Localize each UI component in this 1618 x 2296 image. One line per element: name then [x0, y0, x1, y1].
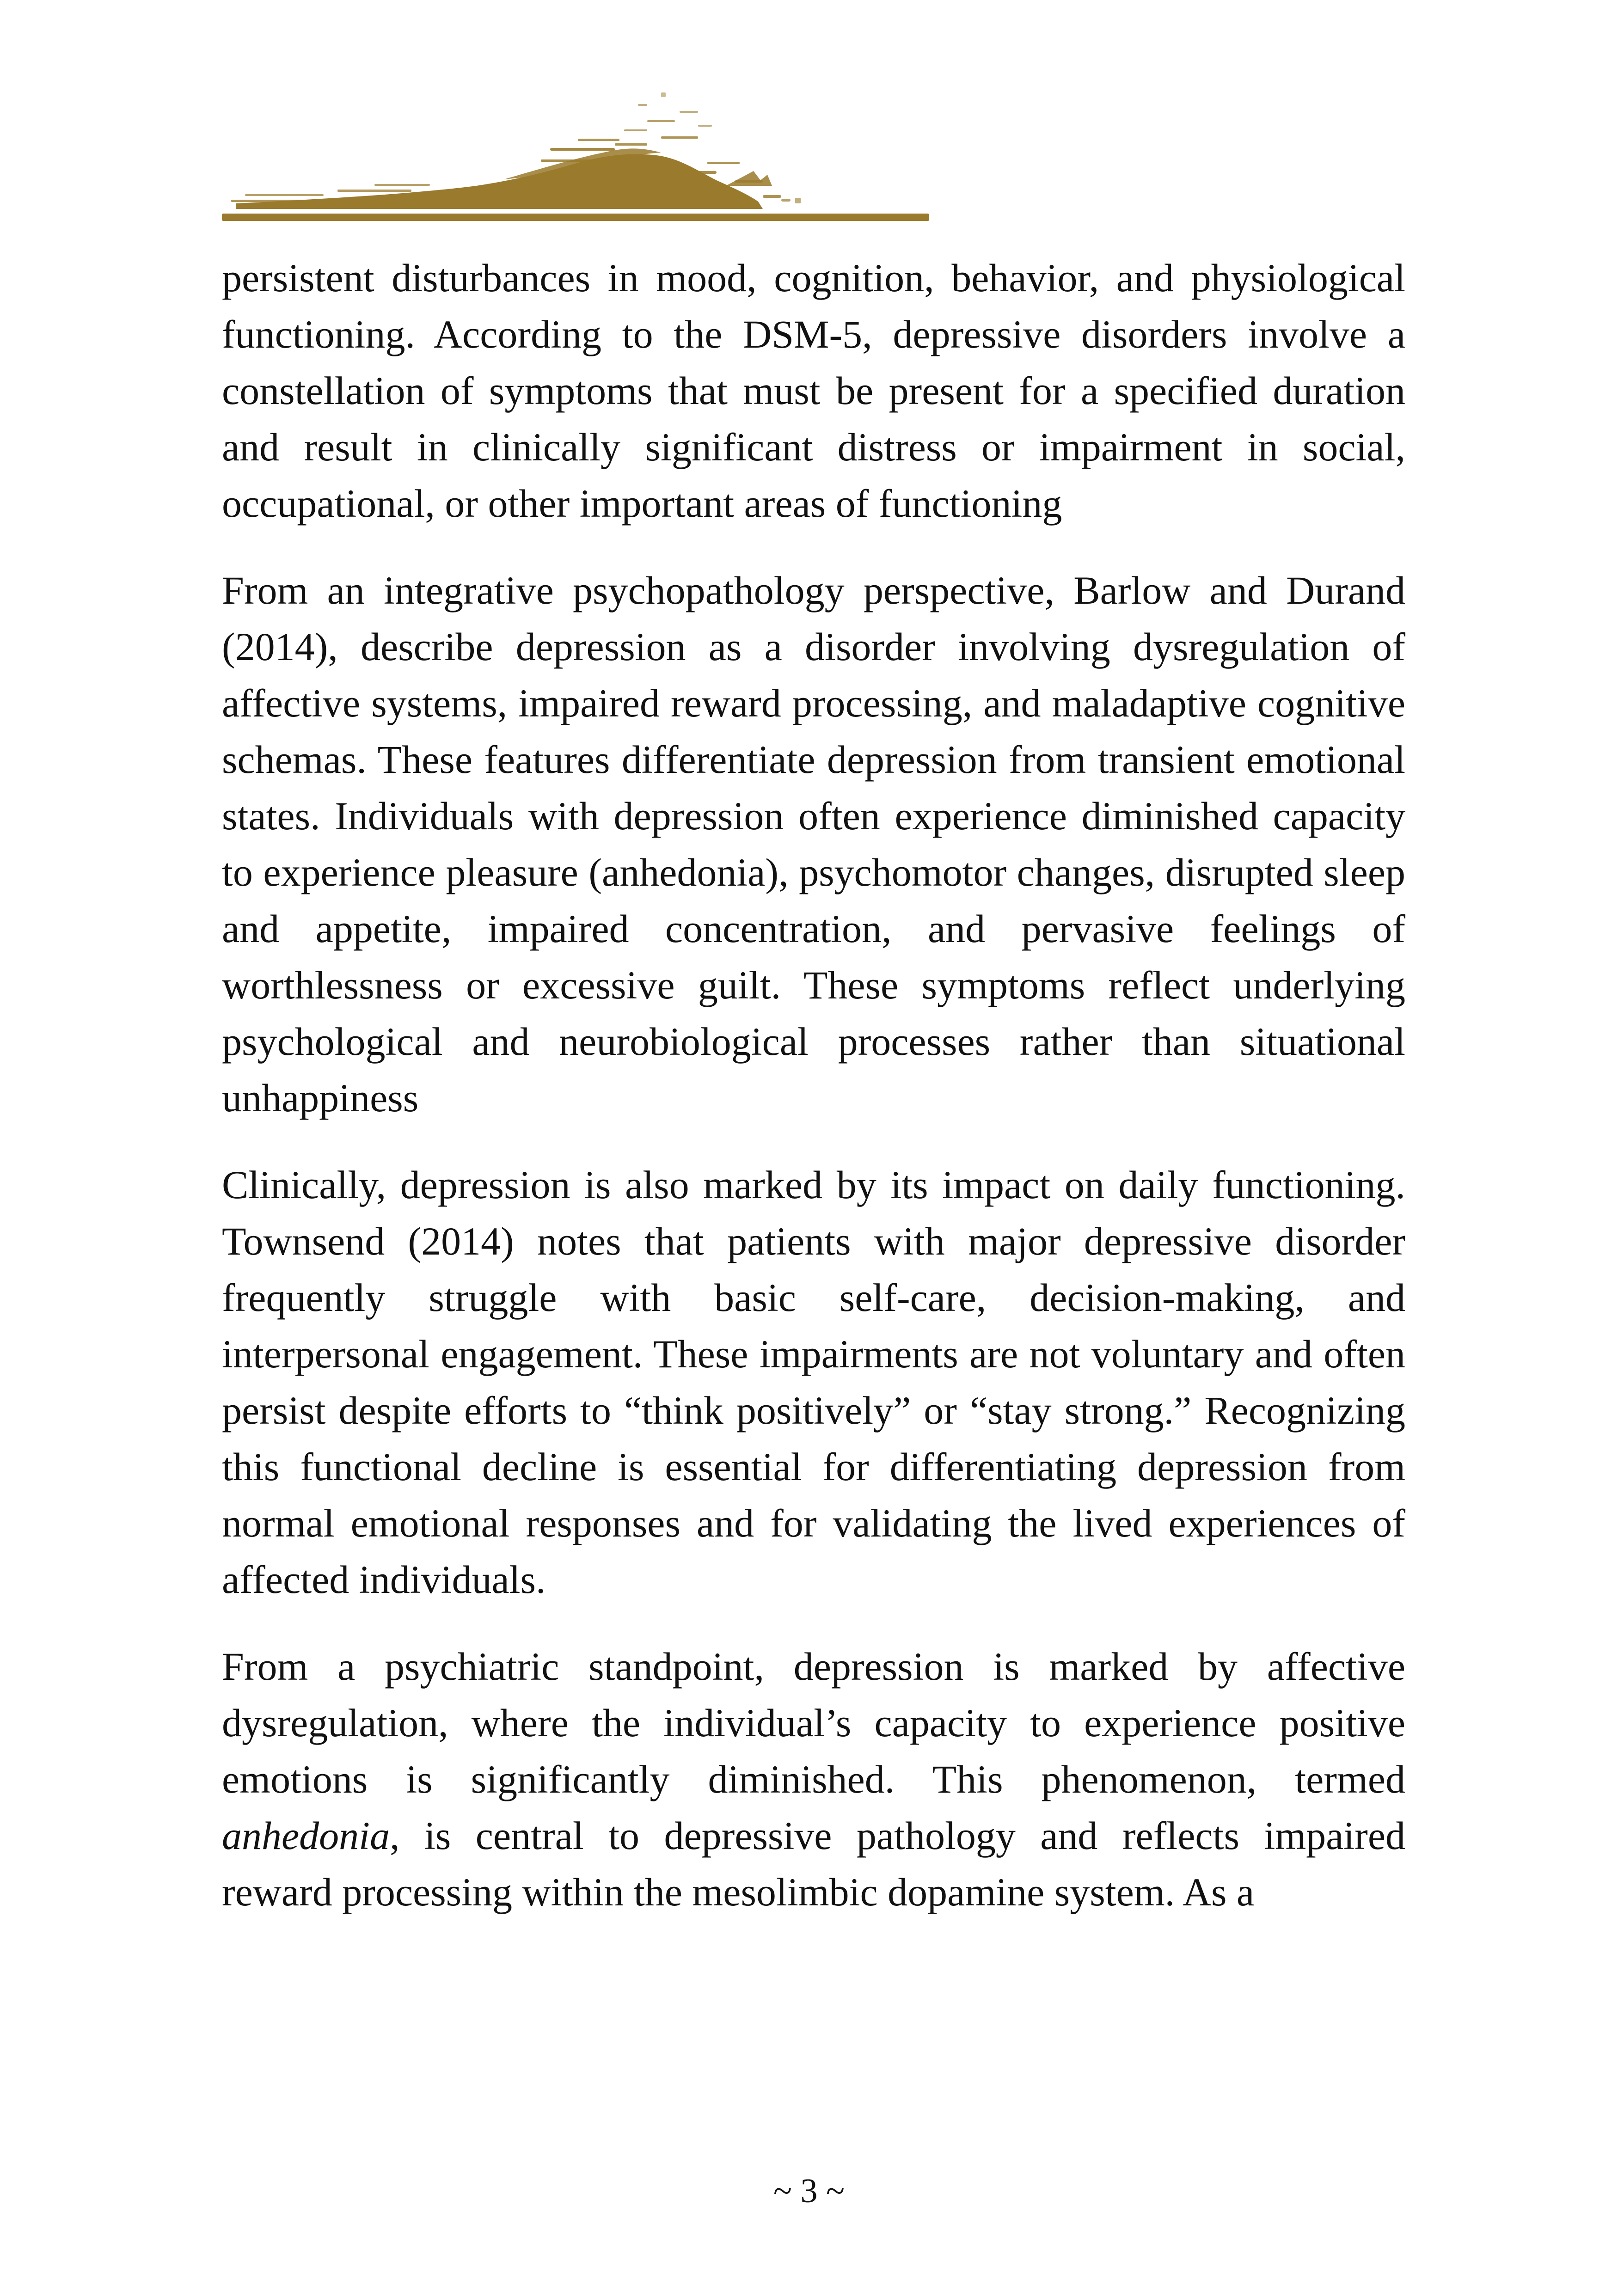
page-number: ~ 3 ~: [773, 2172, 845, 2210]
gold-brushstroke-ornament-icon: [217, 65, 938, 236]
body-text: [222, 250, 1405, 1951]
paragraph-psychiatric-standpoint: [222, 1638, 1405, 1920]
paragraph-dsm5-definition: persistent disturbances in mood, cognition, behavior, and physiological functioning. According to the DSM-5, depressive disorders involve a constellation of symptoms that must be present for a specified duration and result in clinically significant distress or impairment in social, occupational, or other important areas of functioning: [222, 256, 1405, 526]
paragraph-psychiatric-standpoint-text-continued: , is central to depressive pathology and reflects impaired reward processing within the mesolimbic dopamine system. As a: [222, 1813, 1405, 1914]
paragraph-psychiatric-standpoint-text: From a psychiatric standpoint, depression is marked by affective dysregulation, where the individual’s capacity to experience positive emotions is significantly diminished. This phenomenon, termed: [222, 1644, 1405, 1801]
header-ornament: [217, 65, 938, 236]
paragraph-integrative-perspective: From an integrative psychopathology perspective, Barlow and Durand (2014), describe depression as a disorder involving dysregulation of affective systems, impaired reward processing, and maladaptive cognitive schemas. These features differentiate depression from transient emotional states. Individuals with depression often experience diminished capacity to experience pleasure (anhedonia), psychomotor changes, disrupted sleep and appetite, impaired concentration, and pervasive feelings of worthlessness or excessive guilt. These symptoms reflect underlying psychological and neurobiological processes rather than situational unhappiness: [222, 568, 1405, 1120]
paragraph-clinical-functioning: Clinically, depression is also marked by its impact on daily functioning. Townsend (2014) notes that patients with major depressive disorder frequently struggle with basic self-care, decision-making, and interpersonal engagement. These impairments are not voluntary and often persist despite efforts to “think positively” or “stay strong.” Recognizing this functional decline is essential for differentiating depression from normal emotional responses and for validating the lived experiences of affected individuals.: [222, 1163, 1405, 1602]
term-anhedonia: anhedonia: [222, 1813, 390, 1858]
